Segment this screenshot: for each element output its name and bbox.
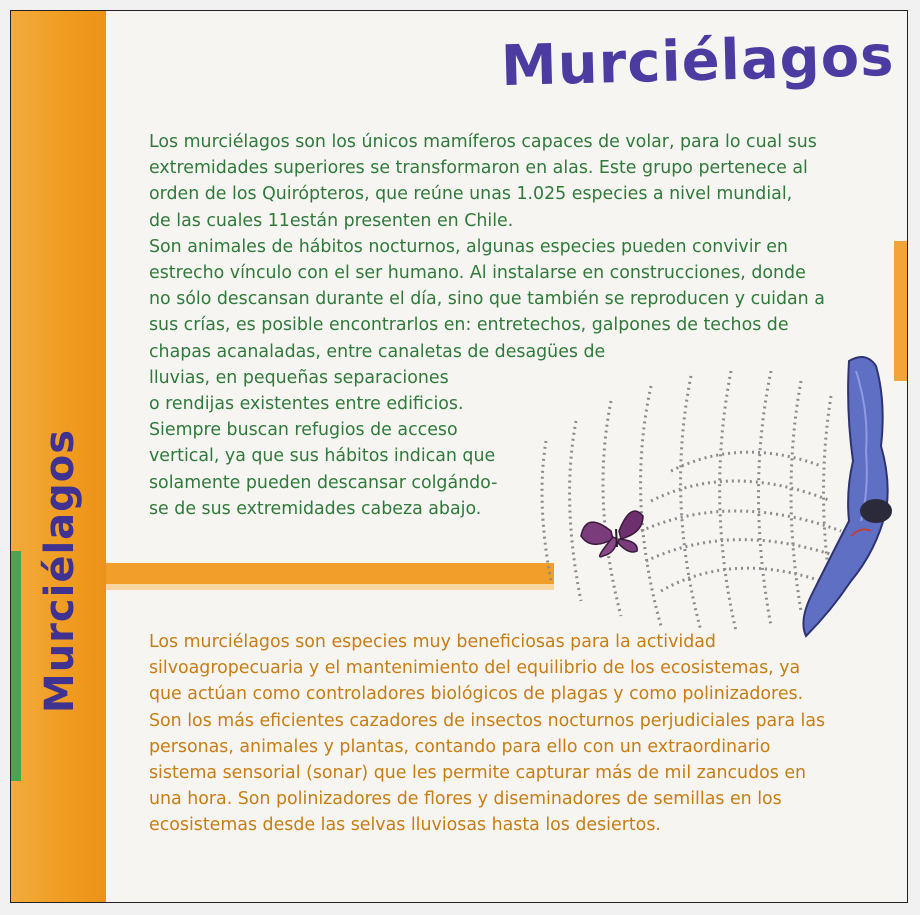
text-line: sus crías, es posible encontrarlos en: entretechos, galpones de techos de [149, 315, 789, 336]
text-line: Los murciélagos son los únicos mamíferos capaces de volar, para lo cual sus [149, 132, 817, 152]
text-line: no sólo descansan durante el día, sino que también se reproducen y cuidan a [149, 289, 825, 310]
bat-illustration [803, 357, 892, 636]
text-line: que actúan como controladores biológicos de plagas y como polinizadores. [149, 684, 804, 705]
left-green-bar [11, 551, 21, 781]
text-line: extremidades superiores se transformaron en alas. Este grupo pertenece al [149, 158, 808, 179]
text-line: Los murciélagos son especies muy beneficiosas para la actividad [149, 632, 716, 652]
text-line: orden de los Quirópteros, que reúne unas 1.025 especies a nivel mundial, [149, 184, 793, 205]
text-line: Siempre buscan refugios de acceso [149, 420, 458, 441]
butterfly-illustration [581, 511, 643, 557]
horizontal-orange-bar-highlight [106, 584, 554, 590]
paragraph-2 [149, 629, 889, 839]
text-line: o rendijas existentes entre edificios. [149, 394, 464, 415]
text-line: se de sus extremidades cabeza abajo. [149, 498, 482, 519]
text-line: lluvias, en pequeñas separaciones [149, 367, 449, 388]
text-line: ecosistemas desde las selvas lluviosas hasta los desiertos. [149, 815, 661, 836]
sonar-waves [542, 371, 841, 631]
text-line: Son animales de hábitos nocturnos, algunas especies pueden convivir en [149, 236, 788, 257]
text-line: una hora. Son polinizadores de flores y diseminadores de semillas en los [149, 789, 782, 810]
text-line: vertical, ya que sus hábitos indican que [149, 446, 496, 467]
text-line: silvoagropecuaria y el mantenimiento del equilibrio de los ecosistemas, ya [149, 658, 801, 679]
text-line: chapas acanaladas, entre canaletas de desagües de [149, 341, 606, 362]
page-title: Murciélagos [500, 23, 896, 100]
text-line: Son los más eficientes cazadores de insectos nocturnos perjudiciales para las [149, 710, 826, 731]
text-line: personas, animales y plantas, contando para ello con un extraordinario [149, 736, 771, 757]
text-line: solamente pueden descansar colgándo- [149, 472, 498, 493]
text-line: sistema sensorial (sonar) que les permite capturar más de mil zancudos en [149, 763, 807, 784]
page-frame [10, 10, 908, 903]
text-line: estrecho vínculo con el ser humano. Al instalarse en construcciones, donde [149, 263, 806, 284]
side-title: Murciélagos [37, 428, 83, 714]
sonar-illustration [531, 341, 908, 641]
text-line: de las cuales 11están presenten en Chile. [149, 210, 514, 231]
